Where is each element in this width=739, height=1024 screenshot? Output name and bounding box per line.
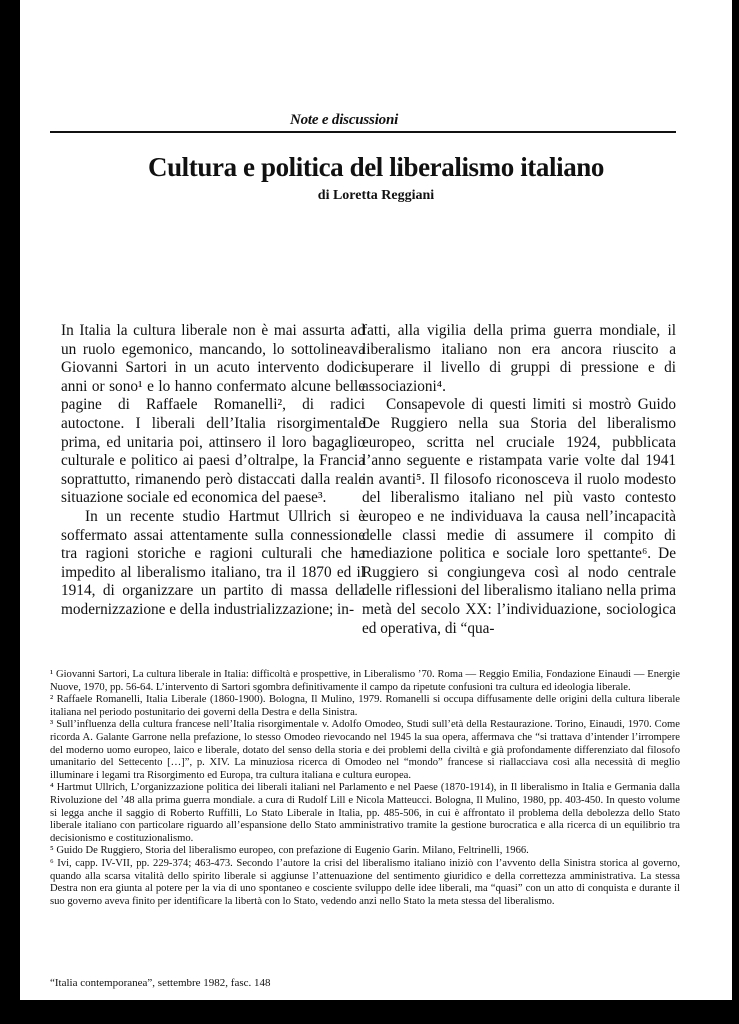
footnote: ¹ Giovanni Sartori, La cultura liberale in Italia: difficoltà e prospettive, in Liberalismo ’70. Roma — Reggio Emilia, Fondazione Einaudi — Energie Nuove, 1970, pp. 56-64. L’intervento di Sartori sgombra definitivamente il campo da ripetute confusioni tra cultura ed ideologia liberale. — [50, 669, 680, 693]
section-heading: Note e discussioni — [290, 112, 399, 128]
body-column-right — [362, 322, 676, 638]
footnote: ² Raffaele Romanelli, Italia Liberale (1860-1900). Bologna, Il Mulino, 1979. Romanelli si occupa diffusamente delle origini della cultura liberale italiana nel periodo postunitario dei governi della Destra e della Sinistra. — [50, 694, 680, 718]
scan-border-left — [0, 0, 20, 1024]
body-column-left — [61, 322, 365, 620]
paragraph: fatti, alla vigilia della prima guerra mondiale, il liberalismo italiano non era ancora riuscito a superare il livello di gruppi di pressione e di associazioni⁴. — [362, 322, 676, 395]
paragraph: Consapevole di questi limiti si mostrò Guido De Ruggiero nella sua Storia del liberalismo europeo, scritta nel cruciale 1924, pubblicata l’anno seguente e ristampata varie volte dal 1941 in avanti⁵. Il filosofo riconosceva il ruolo modesto del liberalismo italiano nel più vasto contesto europeo e ne individuava la causa nell’incapacità delle classi medie di assumere il compito di mediazione politica e sociale loro spettante⁶. De Ruggiero si congiungeva così al nodo centrale delle riflessioni del liberalismo italiano nella prima metà del secolo XX: l’individuazione, sociologica ed operativa, di “qua- — [362, 396, 676, 637]
article-title: Cultura e politica del liberalismo italiano — [147, 152, 605, 182]
page-footer: “Italia contemporanea”, settembre 1982, fasc. 148 — [50, 977, 271, 989]
footnote: ⁵ Guido De Ruggiero, Storia del liberalismo europeo, con prefazione di Eugenio Garin. Milano, Feltrinelli, 1966. — [50, 845, 529, 857]
footnote: ³ Sull’influenza della cultura francese nell’Italia risorgimentale v. Adolfo Omodeo, Studi sull’età della Restaurazione. Torino, Einaudi, 1970. Come ricorda A. Galante Garrone nella prefazione, lo stesso Omodeo rievocando nel 1945 la sua opera, affermava che “si trattava d’intender l’irrompere del moderno uomo europeo, laico e liberale, dotato del senso della storia e dei problemi della civiltà e già profondamente differenziato dal filosofo umanitario del Settecento […]”, p. XIV. La minuziosa ricerca di Omodeo nel “mondo” francese si riallacciava così alla necessità di meglio illuminare i legami tra Risorgimento ed Europa, tra cultura italiana e cultura europea. — [50, 719, 680, 781]
paragraph: In Italia la cultura liberale non è mai assurta ad un ruolo egemonico, mancando, lo sottolineava Giovanni Sartori in un acuto intervento dodici anni or sono¹ e lo hanno confermato alcune belle pagine di Raffaele Romanelli², di radici autoctone. I liberali dell’Italia risorgimentale prima, ed unitaria poi, attinsero il loro bagaglio culturale e politico ai paesi d’oltralpe, la Francia soprattutto, rimanendo però distaccati dalla reale situazione sociale ed economica del paese³. — [61, 322, 365, 507]
footnote: ⁶ Ivi, capp. IV-VII, pp. 229-374; 463-473. Secondo l’autore la crisi del liberalismo italiano iniziò con l’avvento della Sinistra storica al governo, quando alla scarsa vitalità dello spirito liberale si aggiunse l’attenuazione del sentimento giuridico e della correttezza amministrativa. La stessa Destra non era giunta al potere per la via di uno spontaneo e cosciente sviluppo delle idee liberali, ma “quasi” con un atto di conquista e durante il suo governo aveva finito per identificare la libertà con lo Stato, vedendo anzi nello Stato la meta stessa del liberalismo. — [50, 857, 680, 907]
document-page — [20, 0, 732, 1000]
footnotes — [50, 669, 680, 908]
scan-border-bottom — [0, 1000, 739, 1024]
header-rule — [50, 131, 676, 133]
paragraph: In un recente studio Hartmut Ullrich si è soffermato assai attentamente sulla connessione tra ragioni storiche e ragioni culturali che ha impedito al liberalismo italiano, tra il 1870 ed il 1914, di organizzare un partito di massa della modernizzazione e della industrializzazione; in- — [61, 507, 365, 618]
article-author: di Loretta Reggiani — [317, 188, 435, 203]
footnote: ⁴ Hartmut Ullrich, L’organizzazione politica dei liberali italiani nel Parlamento e nel Paese (1870-1914), in Il liberalismo in Italia e Germania dalla Rivoluzione del ’48 alla prima guerra mondiale. a cura di Rudolf Lill e Nicola Matteucci. Bologna, Il Mulino, 1980, pp. 403-450. In questo volume si legga anche il saggio di Roberto Ruffilli, Lo Stato Liberale in Italia, pp. 485-506, in cui è affrontato il problema della debolezza dello Stato liberale italiano con particolare riguardo all’espansione dello Stato amministrativo tramite la gestione burocratica e alla ricerca di un equilibrio tra decisionismo e costituzionalismo. — [50, 782, 680, 844]
